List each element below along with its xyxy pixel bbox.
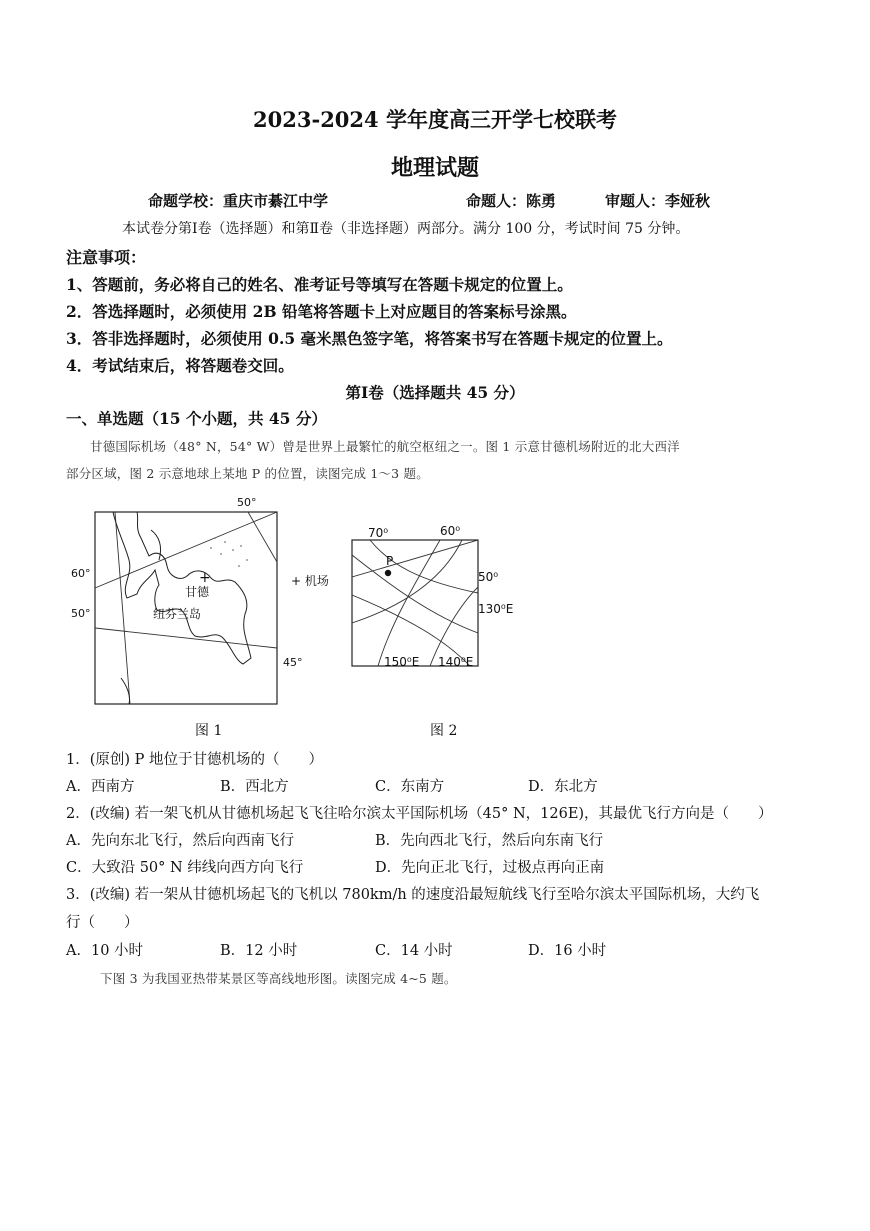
question-3-option-b: B．12 小时 (220, 943, 298, 959)
part-title: 第Ⅰ卷（选择题共 45 分） (345, 383, 525, 402)
map-label-60: 60° (71, 567, 91, 580)
graticule-label-p: P (386, 554, 394, 568)
map-label-50-left: 50° (71, 607, 91, 620)
question-2-stem: 2．(改编) 若一架飞机从甘德机场起飞飞往哈尔滨太平国际机场（45° N，126E)，其最优飞行方向是（ ） (66, 806, 773, 822)
exam-title: 2023-2024 学年度高三开学七校联考 (253, 107, 617, 132)
section-heading: 一、单选题（15 个小题，共 45 分） (66, 409, 327, 428)
exam-author: 命题人：陈勇 (466, 192, 557, 210)
exam-subtitle: 地理试题 (390, 155, 479, 181)
section-intro: 部分区域，图 2 示意地球上某地 P 的位置，读图完成 1～3 题。 (66, 466, 429, 481)
exam-school: 命题学校：重庆市綦江中学 (148, 192, 329, 210)
notice-heading: 注意事项： (66, 248, 147, 267)
legend-airport: + 机场 (291, 574, 329, 588)
graticule-label-140e: 140⁰E (438, 655, 474, 669)
airport-marker: + (199, 570, 211, 586)
figure-1-caption: 图 1 (195, 723, 223, 739)
question-1-option-d: D．东北方 (528, 779, 598, 795)
point-p (385, 570, 391, 576)
notice-item: 2．答选择题时，必须使用 2B 铅笔将答题卡上对应题目的答案标号涂黑。 (66, 302, 577, 321)
meridian-curve-b (352, 540, 462, 623)
parallel-45 (95, 628, 277, 648)
exam-reviewer: 审题人：李娅秋 (605, 192, 711, 210)
graticule-label-150e: 150⁰E (384, 655, 420, 669)
parallel-60 (352, 555, 478, 633)
question-3-stem: 3．(改编) 若一架从甘德机场起飞的飞机以 780km/h 的速度沿最短航线飞行至哈尔滨太平国际机场，大约飞 (66, 887, 760, 903)
graticule-label-130e: 130⁰E (478, 602, 514, 616)
figure-1-map (55, 490, 355, 715)
question-3-option-d: D．16 小时 (528, 943, 607, 959)
notice-item: 4．考试结束后，将答题卷交回。 (66, 356, 294, 375)
figure-2-caption: 图 2 (430, 723, 458, 739)
question-1-option-b: B．西北方 (220, 779, 289, 795)
question-3-option-c: C．14 小时 (375, 943, 453, 959)
exam-description: 本试卷分第Ⅰ卷（选择题）和第Ⅱ卷（非选择题）两部分。满分 100 分，考试时间 75 分钟。 (122, 221, 690, 237)
graticule-label-70: 70⁰ (368, 526, 389, 540)
newfoundland-outline (113, 512, 251, 664)
question-1-option-a: A．西南方 (66, 779, 135, 795)
section-intro: 甘德国际机场（48° N，54° W）曾是世界上最繁忙的航空枢纽之一。图 1 示意甘德机场附近的北大西洋 (90, 439, 680, 454)
map-label-50-top: 50° (237, 496, 257, 509)
question-1-option-c: C．东南方 (375, 779, 445, 795)
map-label-newfoundland: 纽芬兰岛 (153, 607, 202, 621)
map-label-45: 45° (283, 656, 303, 669)
question-3-option-a: A．10 小时 (66, 943, 144, 959)
graticule-label-60: 60⁰ (440, 524, 461, 538)
question-1-stem: 1．(原创) P 地位于甘德机场的（ ） (66, 752, 324, 768)
map-label-gande: 甘德 (185, 585, 210, 599)
meridian-50 (248, 512, 277, 562)
question-2-option-d: D．先向正北飞行，过极点再向正南 (375, 860, 605, 876)
question-2-option-c: C．大致沿 50° N 纬线向西方向飞行 (66, 860, 304, 876)
graticule-label-50: 50⁰ (478, 570, 499, 584)
coast-dots (210, 537, 248, 567)
question-2-option-b: B．先向西北飞行，然后向东南飞行 (375, 833, 604, 849)
question-3-stem-cont: 行（ ） (66, 915, 139, 931)
next-section-intro: 下图 3 为我国亚热带某景区等高线地形图。读图完成 4~5 题。 (100, 971, 457, 986)
notice-item: 3．答非选择题时，必须使用 0.5 毫米黑色签字笔，将答案书写在答题卡规定的位置上。 (66, 329, 673, 348)
question-2-option-a: A．先向东北飞行，然后向西南飞行 (66, 833, 294, 849)
notice-item: 1、答题前，务必将自己的姓名、准考证号等填写在答题卡规定的位置上。 (66, 275, 573, 294)
figure-2-graticule (330, 515, 530, 675)
